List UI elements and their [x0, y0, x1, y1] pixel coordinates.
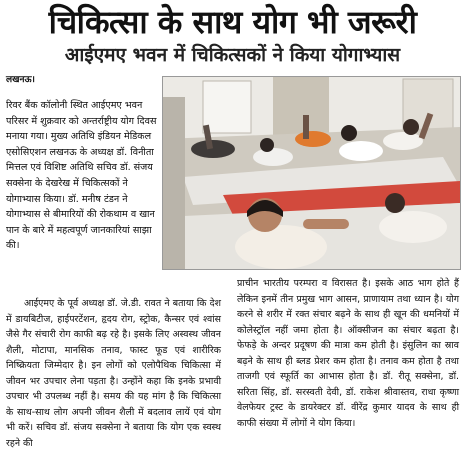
body-paragraph-right: प्राचीन भारतीय परम्परा व विरासत है। इसके आठ भाग होते हैं लेकिन इनमें तीन प्रमुख भाग आसन, प्राणायाम तथा ध्यान है। योग करने से शरीर में रक्त संचार बढ़ने के साथ ही खून की धमनियों में कोलेस्ट्रॉल नहीं जमा होता है। ऑक्सीजन का संचार बढ़ता है। फेफड़े के अन्दर प्रदूषण की मात्रा कम होती है। इंसुलिन का स्राव बढ़ने के साथ ही ब्लड प्रेशर कम होता है। तनाव कम होता है तथा ताजगी एवं स्फूर्ति का आभास होता है। डॉ. रीतू सक्सेना, डॉ. सरिता सिंह, डॉ. सरस्वती देवी, डॉ. राकेश श्रीवास्तव, राधा कृष्णा वेलफेयर ट्रस्ट के डायरेक्टर डॉ. वीरेंद्र कुमार यादव के साथ ही काफी संख्या में लोगों ने योग किया।	[237, 278, 459, 429]
yoga-session-photo	[162, 76, 461, 270]
body-paragraph-left: आईएमए के पूर्व अध्यक्ष डॉ. जे.डी. रावत ने बताया कि देश में डायबिटीज, हाईपरटेंशन, हृदय रोग, स्ट्रोक, कैन्सर एवं श्वांस जैसे गैर संचारी रोग काफी बढ़ रहे है। इसके लिए अस्वस्थ जीवन शैली, मोटापा, मानसिक तनाव, फास्ट फूड एवं शारीरिक निष्क्रियता जिम्मेदार है। इन लोगों को एलोपैथिक चिकित्सा में जीवन भर उपचार लेना पड़ता है। उन्होंने कहा कि इनके प्रभावी उपचार भी उपलब्ध नहीं है। समय की यह मांग है कि चिकित्सा के साथ-साथ लोग अपनी जीवन शैली में बदलाव लायें एवं योग भी करें। सचिव डॉ. संजय सक्सेना ने बताया कि योग एक स्वस्थ रहने की	[6, 298, 221, 449]
body-column-left	[6, 296, 221, 451]
intro-column	[6, 98, 158, 254]
intro-paragraph: रिवर बैंक कॉलोनी स्थित आईएमए भवन परिसर में शुक्रवार को अन्तर्राष्ट्रीय योग दिवस मनाया गया। मुख्य अतिथि इंडियन मेडिकल एसोसिएशन लखनऊ के अध्यक्ष डॉ. विनीता मित्तल एवं विशिष्ट अतिथि सचिव डॉ. संजय सक्सेना के देखरेख में चिकित्सकों ने योगाभ्यास किया। डॉ. मनीष टंडन ने योगाभ्यास से बीमारियों की रोकथाम व खान पान के बारे में महत्वपूर्ण जानकारियां साझा की।	[6, 100, 157, 252]
headline: चिकित्सा के साथ योग भी जरूरी	[48, 3, 417, 41]
body-column-right	[237, 276, 459, 431]
dateline: लखनऊ।	[6, 75, 35, 85]
subheadline: आईएमए भवन में चिकित्सकों ने किया योगाभ्यास	[64, 44, 401, 66]
